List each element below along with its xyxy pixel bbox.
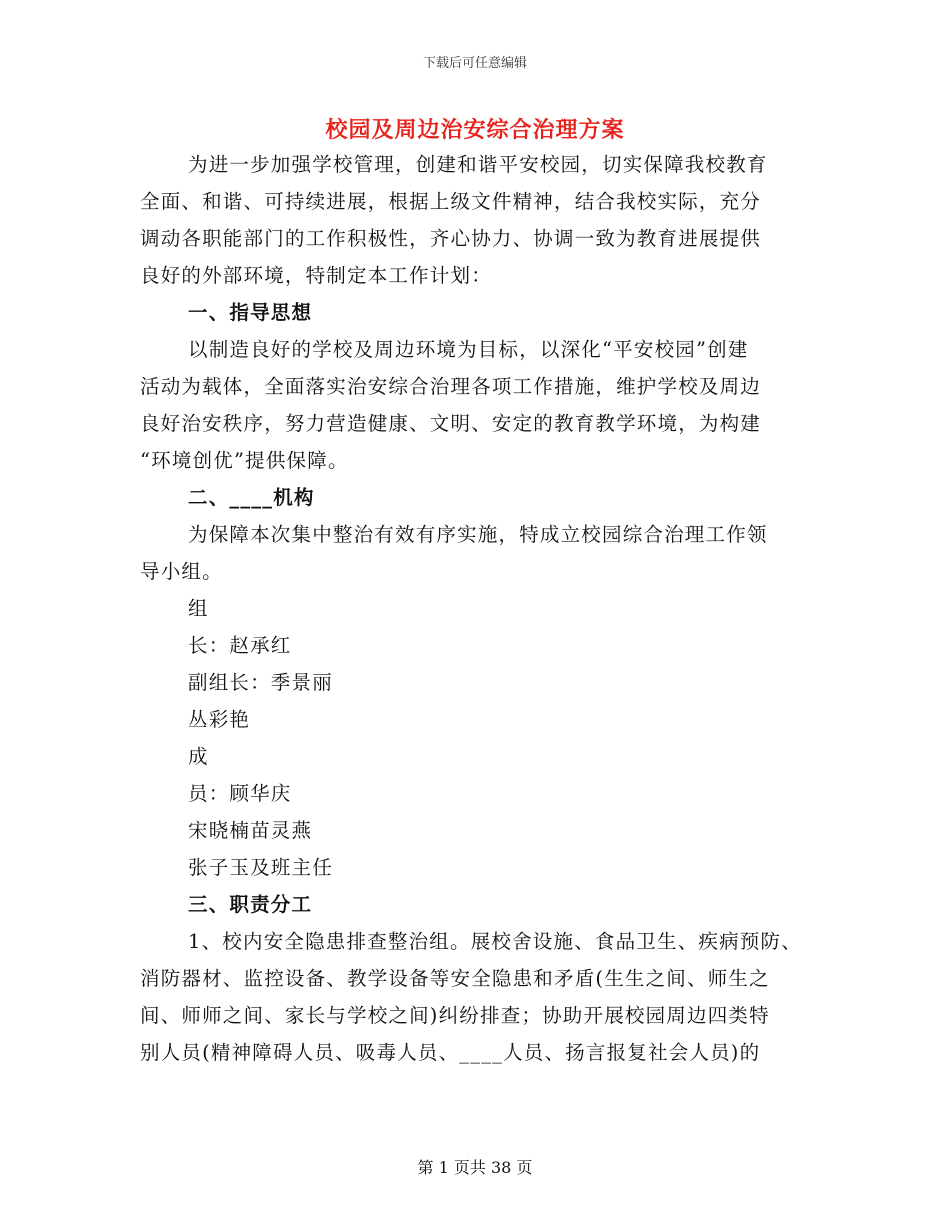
body-line: 副组长：季景丽: [188, 671, 333, 694]
body-line: 张子玉及班主任: [188, 856, 333, 879]
body-line: 间、师师之间、家长与学校之间)纠纷排查；协助开展校园周边四类特: [140, 1004, 770, 1027]
body-line: 全面、和谐、可持续进展，根据上级文件精神，结合我校实际，充分: [140, 190, 762, 213]
body-line: 消防器材、监控设备、教学设备等安全隐患和矛盾(生生之间、师生之: [140, 967, 770, 990]
body-line: 为保障本次集中整治有效有序实施，特成立校园综合治理工作领: [188, 523, 768, 546]
body-line: 丛彩艳: [188, 708, 251, 731]
body-line: 别人员(精神障碍人员、吸毒人员、____人员、扬言报复社会人员)的: [140, 1041, 761, 1064]
body-line: 良好治安秩序，努力营造健康、文明、安定的教育教学环境，为构建: [140, 412, 762, 435]
section-heading: 一、指导思想: [188, 301, 313, 324]
body-line: 导小组。: [140, 560, 223, 583]
body-line: 长：赵承红: [188, 634, 292, 657]
body-line: 组: [188, 597, 209, 620]
section-heading: 二、____机构: [188, 486, 315, 509]
body-line: 宋晓楠苗灵燕: [188, 819, 313, 842]
page-header: 下载后可任意编辑: [422, 56, 527, 71]
body-line: 以制造良好的学校及周边环境为目标，以深化“平安校园”创建: [188, 338, 749, 361]
page-footer: 第 1 页共 38 页: [417, 1158, 533, 1177]
body-line: 调动各职能部门的工作积极性，齐心协力、协调一致为教育进展提供: [140, 227, 762, 250]
document-title: 校园及周边治安综合治理方案: [325, 117, 625, 143]
body-line: 活动为载体，全面落实治安综合治理各项工作措施，维护学校及周边: [140, 375, 762, 398]
body-line: 1、校内安全隐患排查整治组。展校舍设施、食品卫生、疾病预防、: [188, 930, 802, 953]
body-line: 员：顾华庆: [188, 782, 292, 805]
body-line: 成: [188, 745, 209, 768]
document-body: [140, 146, 820, 1071]
body-line: 良好的外部环境，特制定本工作计划：: [140, 264, 492, 287]
body-line: 为进一步加强学校管理，创建和谐平安校园，切实保障我校教育: [188, 153, 768, 176]
body-line: “环境创优”提供保障。: [140, 449, 349, 472]
section-heading: 三、职责分工: [188, 893, 313, 916]
